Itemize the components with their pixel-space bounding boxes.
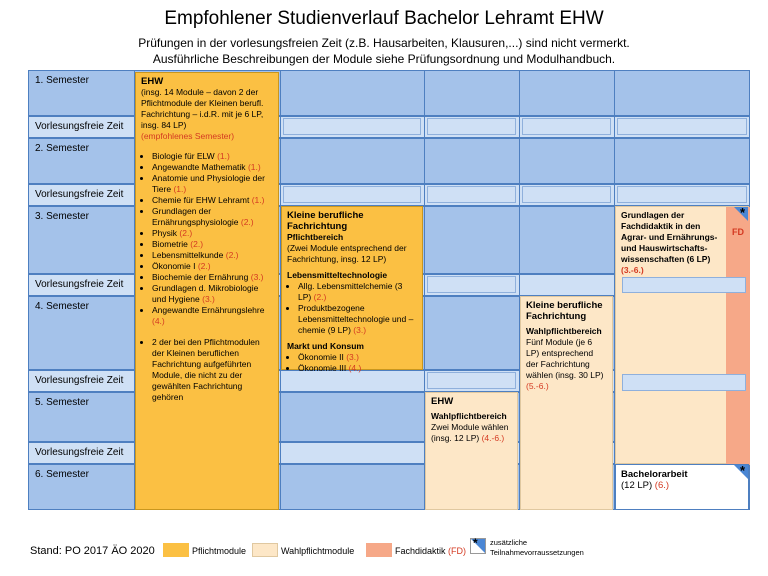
- ehw-note: • 2 der bei den Pflichtmodulen der Kleinen beruflichen Fachrichtung aufgeführten Module, die nicht zu der gewählten Fachrichtung gehören: [152, 337, 273, 403]
- kbf-group-1-list: [287, 281, 417, 336]
- row-label: 1. Semester: [35, 75, 89, 86]
- empty-cell: [617, 118, 747, 135]
- kbf-wahl-block: [520, 296, 613, 510]
- list-item: • Biochemie der Ernährung (3.): [152, 272, 273, 283]
- list-item: • Ökonomie III (4.): [298, 363, 417, 374]
- star-marker: *: [739, 205, 745, 220]
- ehw-note-list: [141, 337, 273, 403]
- ehw-module-list: [141, 151, 273, 327]
- fd-sem: (3.-6.): [621, 265, 644, 275]
- row-label: Vorlesungsfreie Zeit: [35, 189, 124, 200]
- fachdidaktik-block: [615, 206, 749, 464]
- subtitle-line-1: Prüfungen in der vorlesungsfreien Zeit (z.B. Hausarbeiten, Klausuren,...) sind nicht vermerkt.: [138, 36, 630, 50]
- kbf-group-1: Lebensmitteltechnologie: [287, 270, 388, 280]
- row-label: 6. Semester: [35, 469, 89, 480]
- empty-cell: [283, 186, 421, 203]
- list-item: • Physik (2.): [152, 228, 273, 239]
- ehw-desc-4: insg. 84 LP): [141, 120, 187, 130]
- legend-swatch-wahl: [252, 543, 278, 557]
- list-item: • Biometrie (2.): [152, 239, 273, 250]
- bachelor-block: [615, 464, 749, 510]
- ehw-wahl-sub: Wahlpflichtbereich: [431, 411, 507, 421]
- bachelor-lp: (12 LP) (6.): [621, 480, 670, 491]
- legend-label-wahl: Wahlpflichtmodule: [281, 546, 355, 556]
- empty-cell: [622, 374, 746, 391]
- fd-text: [616, 207, 728, 279]
- kbf-group-2: Markt und Konsum: [287, 341, 364, 351]
- fd-tag: FD: [732, 227, 744, 237]
- row-label: 5. Semester: [35, 397, 89, 408]
- list-item: • Grundlagen d. Mikrobiologie und Hygiene (3.): [152, 283, 273, 305]
- kbf-pflicht-sub: Pflichtbereich: [287, 232, 344, 242]
- star-marker: *: [739, 463, 745, 478]
- empty-cell: [427, 276, 516, 293]
- bachelor-text: [616, 465, 748, 494]
- stand-note: Stand: PO 2017 ÄO 2020: [30, 545, 155, 557]
- fd-title: Grundlagen der Fachdidaktik in den Agrar- und Ernährungs- und Hauswirtschafts-wissenschaften (6 LP): [621, 210, 718, 264]
- legend-star-box: [470, 538, 486, 554]
- list-item: • Grundlagen der Ernährungsphysiologie (2.): [152, 206, 273, 228]
- empty-cell: [283, 118, 421, 135]
- list-item: • Angewandte Ernährungslehre (4.): [152, 305, 273, 327]
- page-title: Empfohlener Studienverlauf Bachelor Lehramt EHW: [164, 8, 604, 29]
- empty-cell: [622, 277, 746, 293]
- ehw-pflicht-block: [135, 72, 279, 510]
- kbf-wahl-title: Kleine berufliche Fachrichtung: [526, 300, 603, 322]
- list-item: • Chemie für EHW Lehramt (1.): [152, 195, 273, 206]
- list-item: • Ökonomie II (3.): [298, 352, 417, 363]
- ehw-wahl-block: [425, 392, 518, 510]
- legend-swatch-pflicht: [163, 543, 189, 557]
- empty-cell: [522, 186, 611, 203]
- row-label: 4. Semester: [35, 301, 89, 312]
- kbf-group-2-list: [287, 352, 417, 374]
- legend-star-note: zusätzliche Teilnahmevorraussetzungen: [490, 538, 584, 557]
- empty-cell: [522, 118, 611, 135]
- kbf-wahl-desc: Fünf Module (je 6 LP) entsprechend der Fachrichtung wählen (insg. 30 LP) (5.-6.): [526, 337, 604, 391]
- ehw-wahl-title: EHW: [431, 396, 454, 407]
- kbf-pflicht-block: [281, 206, 423, 373]
- list-item: • Biologie für ELW (1.): [152, 151, 273, 162]
- row-label: 3. Semester: [35, 211, 89, 222]
- row-label: Vorlesungsfreie Zeit: [35, 447, 124, 458]
- kbf-pflicht-desc: (Zwei Module entsprechend der Fachrichtung, insg. 12 LP): [287, 243, 407, 264]
- ehw-desc-3: Fachrichtung – i.d.R. mit je 6 LP,: [141, 109, 264, 119]
- legend-label-fd: Fachdidaktik (FD): [395, 546, 467, 556]
- ehw-desc-1: (insg. 14 Module – davon 2 der: [141, 87, 259, 97]
- fd-strip: [726, 207, 750, 465]
- legend-swatch-fd: [366, 543, 392, 557]
- star-marker: *: [473, 536, 478, 550]
- row-label: 2. Semester: [35, 143, 89, 154]
- ehw-recommended: (empfohlenes Semester): [141, 131, 235, 141]
- empty-cell: [427, 118, 516, 135]
- empty-cell: [617, 186, 747, 203]
- list-item: • Produktbezogene Lebensmitteltechnologie und –chemie (9 LP) (3.): [298, 303, 417, 336]
- subtitle-line-2: Ausführliche Beschreibungen der Module siehe Prüfungsordnung und Modulhandbuch.: [152, 52, 616, 66]
- empty-cell: [427, 372, 516, 389]
- ehw-title: EHW: [141, 76, 164, 87]
- kbf-wahl-sub: Wahlpflichtbereich: [526, 326, 602, 336]
- list-item: • Lebensmittelkunde (2.): [152, 250, 273, 261]
- list-item: • Ökonomie I (2.): [152, 261, 273, 272]
- row-label: Vorlesungsfreie Zeit: [35, 375, 124, 386]
- list-item: • Allg. Lebensmittelchemie (3 LP) (2.): [298, 281, 417, 303]
- ehw-desc-2: Pflichtmodule der Kleinen berufl.: [141, 98, 264, 108]
- list-item: • Angewandte Mathematik (1.): [152, 162, 273, 173]
- row-label: Vorlesungsfreie Zeit: [35, 121, 124, 132]
- ehw-wahl-desc: Zwei Module wählen (insg. 12 LP) (4.-6.): [431, 422, 509, 443]
- kbf-pflicht-title: Kleine berufliche Fachrichtung: [287, 210, 364, 232]
- list-item: • Anatomie und Physiologie der Tiere (1.): [152, 173, 273, 195]
- legend-label-pflicht: Pflichtmodule: [192, 546, 247, 556]
- bachelor-title: Bachelorarbeit: [621, 469, 688, 480]
- row-label: Vorlesungsfreie Zeit: [35, 279, 124, 290]
- empty-cell: [427, 186, 516, 203]
